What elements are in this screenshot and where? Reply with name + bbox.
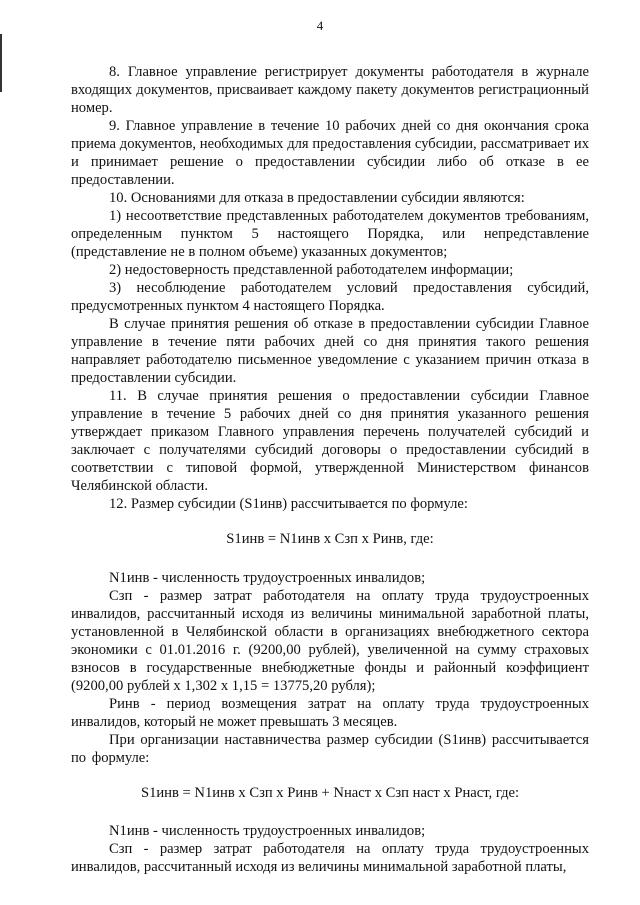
- paragraph-12: 12. Размер субсидии (S1инв) рассчитывается по формуле:: [109, 496, 468, 512]
- paragraph-11: 11. В случае принятия решения о предоставлении субсидии Главное управление в течение 5 рабочих дней со дня принятия указанного решения утверждает приказом Главного управления перечень получателей субсидий и заключает с получателями субсидий договоры о предоставлении субсидий в соответствии с типовой формой, утвержденной Министерством финансов Челябинской области.: [71, 388, 589, 494]
- paragraph-10: 10. Основаниями для отказа в предоставлении субсидии являются:: [109, 190, 525, 206]
- paragraph-9: 9. Главное управление в течение 10 рабочих дней со дня окончания срока приема документов, необходимых для предоставления субсидии, рассматривает их и принимает решение о предоставлении субсидии либо об отказе в ее предоставлении.: [71, 118, 589, 188]
- definition-n1inv-repeat: N1инв - численность трудоустроенных инвалидов;: [109, 823, 426, 839]
- paragraph-10-item-3: 3) несоблюдение работодателем условий предоставления субсидий, предусмотренных пунктом 4 настоящего Порядка.: [71, 280, 589, 314]
- scan-edge-mark: [0, 34, 2, 92]
- definition-n1inv: N1инв - численность трудоустроенных инвалидов;: [109, 570, 426, 586]
- formula-subsidy-mentoring: S1инв = N1инв х Сзп х Ринв + Nнаст х Сзп наст х Рнаст, где:: [140, 785, 520, 801]
- paragraph-10-refusal: В случае принятия решения об отказе в предоставлении субсидии Главное управление в течение пяти рабочих дней со дня принятия такого решения направляет работодателю письменное уведомление с указанием причин отказа в предоставлении субсидии.: [71, 316, 589, 386]
- paragraph-8: 8. Главное управление регистрирует документы работодателя в журнале входящих документов, присваивает каждому пакету документов регистрационный номер.: [71, 64, 589, 116]
- page-number: 4: [316, 18, 324, 33]
- paragraph-mentoring: При организации наставничества размер субсидии (S1инв) рассчитывается по формуле:: [71, 732, 589, 766]
- definition-szp: Сзп - размер затрат работодателя на оплату труда трудоустроенных инвалидов, рассчитанный исходя из величины минимальной заработной платы, установленной в Челябинской области в организациях внебюджетного сектора экономики с 01.01.2016 г. (9200,00 рублей), увеличенной на сумму страховых взносов в государственные внебюджетные фонды и районный коэффициент (9200,00 рублей х 1,302 х 1,15 = 13775,20 рубля);: [71, 588, 589, 694]
- definition-rinv: Ринв - период возмещения затрат на оплату труда трудоустроенных инвалидов, который не может превышать 3 месяцев.: [71, 696, 589, 730]
- paragraph-10-item-2: 2) недостоверность представленной работодателем информации;: [109, 262, 514, 278]
- document-body: [71, 63, 589, 876]
- definition-szp-repeat: Сзп - размер затрат работодателя на оплату труда трудоустроенных инвалидов, рассчитанный исходя из величины минимальной заработной платы,: [71, 841, 589, 875]
- formula-subsidy-basic: S1инв = N1инв х Сзп х Ринв, где:: [226, 531, 434, 547]
- paragraph-10-item-1: 1) несоответствие представленных работодателем документов требованиям, определенным пунктом 5 настоящего Порядка, или непредставление (представление не в полном объеме) указанных документов;: [71, 208, 589, 260]
